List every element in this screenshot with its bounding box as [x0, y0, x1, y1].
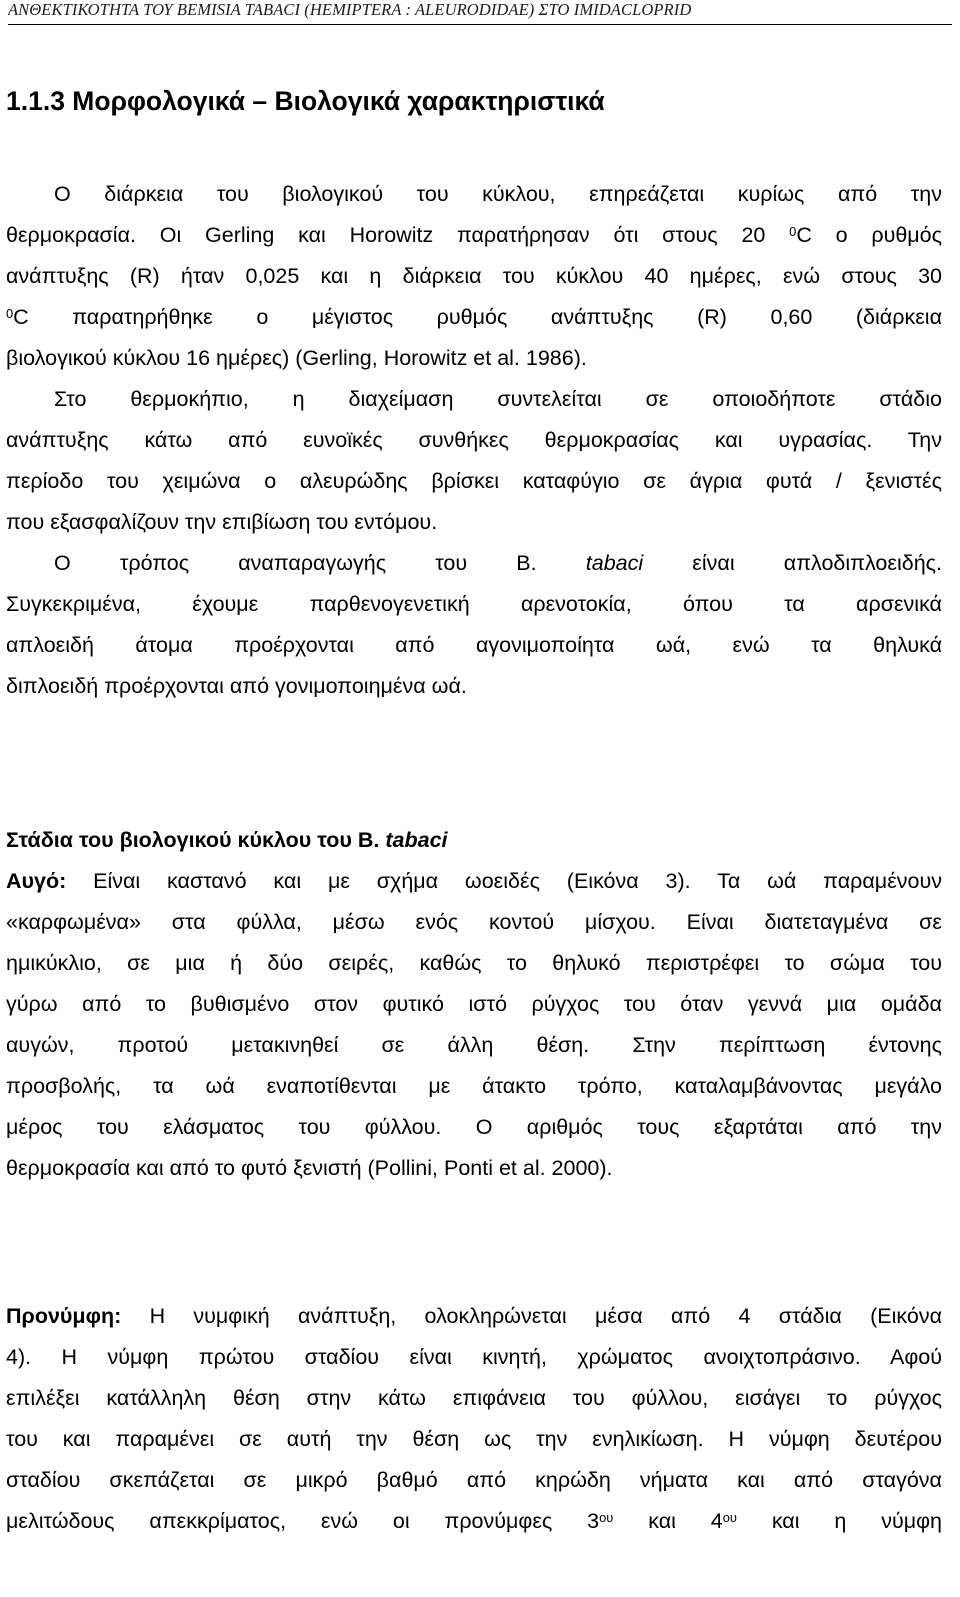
- nymph-line-5: σταδίου σκεπάζεται σε μικρό βαθμό από κηρώδη νήματα και από σταγόνα: [6, 1468, 942, 1492]
- species-epithet: tabaci: [585, 551, 644, 575]
- egg-line-5: αυγών, προτού μετακινηθεί σε άλλη θέση. Στην περίπτωση έντονης: [6, 1033, 942, 1057]
- egg-line-8: θερμοκρασία και από το φυτό ξενιστή (Pollini, Ponti et al. 2000).: [6, 1156, 613, 1180]
- para1-line-4: [6, 297, 942, 338]
- para1-line-1: Ο διάρκεια του βιολογικού του κύκλου, επηρεάζεται κυρίως από την: [54, 182, 942, 206]
- egg-line-7: μέρος του ελάσματος του φύλλου. Ο αριθμός τους εξαρτάται από την: [6, 1115, 942, 1139]
- nymph-line-2: 4). Η νύμφη πρώτου σταδίου είναι κινητή, χρώματος ανοιχτοπράσινο. Αφού: [6, 1345, 942, 1369]
- para3-line-1a: Ο τρόπος αναπαραγωγής του: [54, 551, 517, 575]
- intro-paragraphs: [6, 174, 942, 707]
- para1-line-2: [6, 215, 942, 256]
- egg-line-3: ημικύκλιο, σε μια ή δύο σειρές, καθώς το θηλυκό περιστρέφει το σώμα του: [6, 951, 942, 975]
- para2-line-2: ανάπτυξης κάτω από ευνοϊκές συνθήκες θερμοκρασίας και υγρασίας. Την: [6, 428, 942, 452]
- degree-superscript: 0: [789, 224, 797, 240]
- egg-line-4: γύρω από το βυθισμένο στον φυτικό ιστό ρύγχος του όταν γεννά μια ομάδα: [6, 992, 942, 1016]
- nymph-label: Προνύμφη:: [6, 1304, 122, 1328]
- para1-line-3: ανάπτυξης (R) ήταν 0,025 και η διάρκεια του κύκλου 40 ημέρες, ενώ στους 30: [6, 264, 942, 288]
- egg-line-6: προσβολής, τα ωά εναποτίθενται με άτακτο τρόπο, καταλαμβάνοντας μεγάλο: [6, 1074, 942, 1098]
- para3-line-1e: είναι απλοδιπλοειδής.: [643, 551, 942, 575]
- stages-heading: Στάδια του βιολογικού κύκλου του B. tabaci: [6, 828, 448, 852]
- egg-line-1: Αυγό: Είναι καστανό και με σχήμα ωοειδές (Εικόνα 3). Τα ωά παραμένουν: [6, 869, 942, 893]
- para1-line-2b: C ο ρυθμός: [796, 223, 942, 247]
- nymph-section: [6, 1296, 942, 1542]
- egg-label: Αυγό:: [6, 869, 67, 893]
- egg-line-2: «καρφωμένα» στα φύλλα, μέσω ενός κοντού μίσχου. Είναι διατεταγμένα σε: [6, 910, 942, 934]
- degree-superscript: 0: [6, 306, 14, 322]
- running-header: ΑΝΘΕΚΤΙΚΟΤΗΤΑ ΤΟΥ BEMISIA TABACI (HEMIPTERA : ALEURODIDAE) ΣΤΟ IMIDACLOPRID: [8, 0, 692, 19]
- para3-line-4: διπλοειδή προέρχονται από γονιμοποιημένα ωά.: [6, 674, 467, 698]
- para2-line-1: Στο θερμοκήπιο, η διαχείμαση συντελείται σε οποιοδήποτε στάδιο: [54, 387, 942, 411]
- para1-line-5: βιολογικού κύκλου 16 ημέρες) (Gerling, Horowitz et al. 1986).: [6, 346, 587, 370]
- para1-line-2a: θερμοκρασία. Οι Gerling και Horowitz παρατήρησαν ότι στους 20: [6, 223, 790, 247]
- nymph-line-3: επιλέξει κατάλληλη θέση στην κάτω επιφάνεια του φύλλου, εισάγει το ρύγχος: [6, 1386, 942, 1410]
- header-rule: [8, 24, 952, 25]
- para1-line-4-text: C παρατηρήθηκε ο μέγιστος ρυθμός ανάπτυξης (R) 0,60 (διάρκεια: [13, 305, 942, 329]
- nymph-line-1: Προνύμφη: Η νυμφική ανάπτυξη, ολοκληρώνεται μέσα από 4 στάδια (Εικόνα: [6, 1304, 942, 1328]
- ordinal-superscript: ου: [599, 1510, 614, 1526]
- stages-section: [6, 820, 942, 1189]
- species-genus-abbrev: B.: [516, 551, 537, 575]
- para3-line-3: απλοειδή άτομα προέρχονται από αγονιμοποίητα ωά, ενώ τα θηλυκά: [6, 633, 942, 657]
- para3-line-2: Συγκεκριμένα, έχουμε παρθενογενετική αρενοτοκία, όπου τα αρσενικά: [6, 592, 942, 616]
- para2-line-4: που εξασφαλίζουν την επιβίωση του εντόμου.: [6, 510, 438, 534]
- ordinal-superscript: ου: [722, 1510, 737, 1526]
- section-heading: 1.1.3 Μορφολογικά – Βιολογικά χαρακτηριστικά: [6, 86, 605, 116]
- nymph-line-4: του και παραμένει σε αυτή την θέση ως την ενηλικίωση. Η νύμφη δευτέρου: [6, 1427, 942, 1451]
- para2-line-3: περίοδο του χειμώνα ο αλευρώδης βρίσκει καταφύγιο σε άγρια φυτά / ξενιστές: [6, 469, 942, 493]
- nymph-line-6: μελιτώδους απεκκρίματος, ενώ οι προνύμφες $3^{o\upsilon}$ και $4^{o\upsilon}$ και η νύμφη: [6, 1509, 942, 1533]
- para3-line-1: [6, 543, 942, 584]
